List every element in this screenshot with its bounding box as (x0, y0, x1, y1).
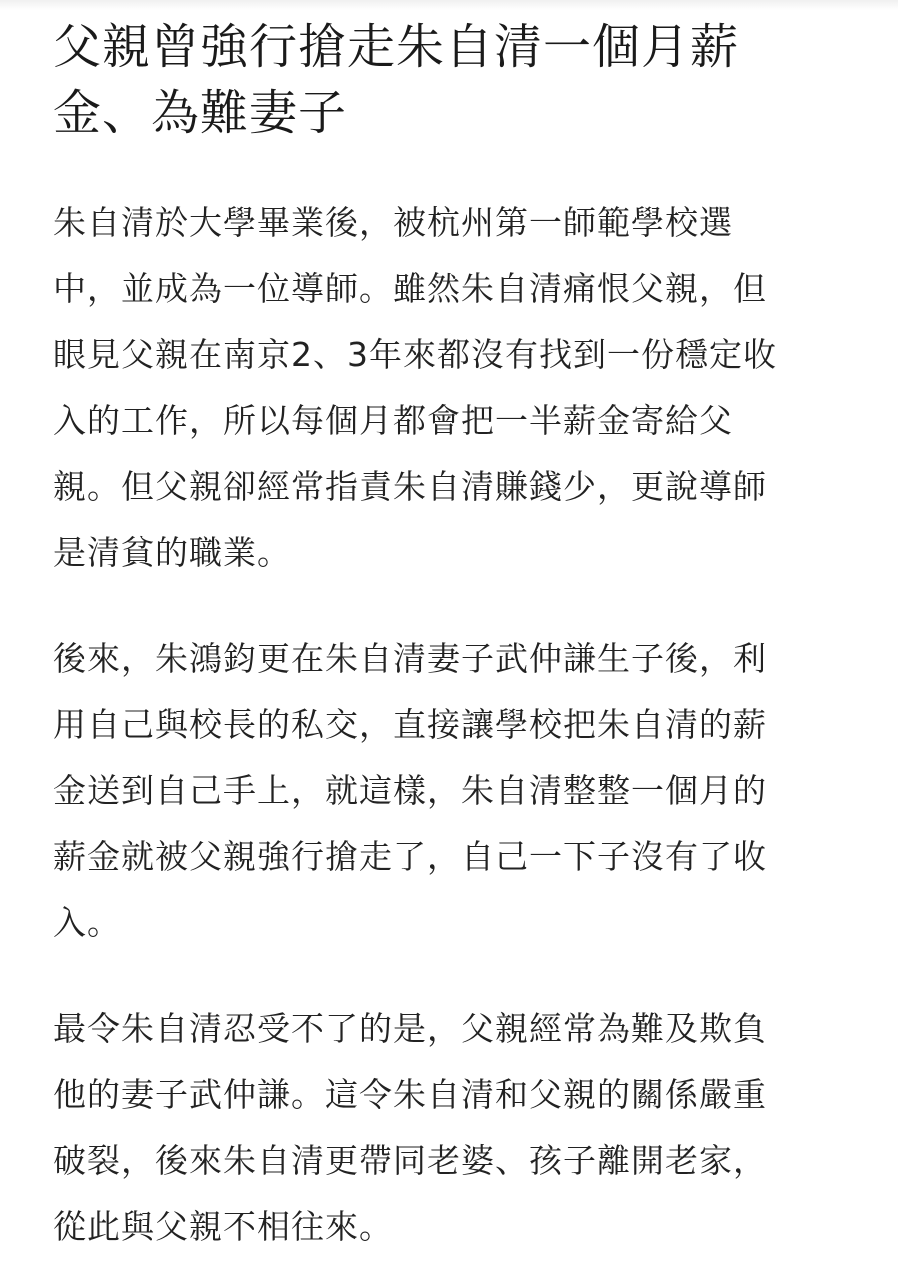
text-line: 金送到自己手上，就這樣，朱自清整整一個月的 (53, 771, 767, 810)
text-line: 入的工作，所以每個月都會把一半薪金寄給父 (53, 401, 733, 440)
text-line: 朱自清於大學畢業後，被杭州第一師範學校選 (53, 203, 733, 242)
article-title (53, 14, 853, 146)
title-line: 金、為難妻子 (53, 85, 348, 141)
text-line: 最令朱自清忍受不了的是，父親經常為難及欺負 (53, 1009, 767, 1048)
paragraph-2 (53, 626, 853, 956)
text-line: 中，並成為一位導師。雖然朱自清痛恨父親，但 (53, 269, 767, 308)
text-line: 眼見父親在南京2、3年來都沒有找到一份穩定收 (53, 335, 777, 374)
paragraph-1 (53, 190, 853, 586)
text-line: 薪金就被父親強行搶走了，自己一下子沒有了收 (53, 837, 767, 876)
text-line: 入。 (53, 903, 121, 942)
text-line: 破裂，後來朱自清更帶同老婆、孩子離開老家， (53, 1141, 767, 1180)
text-line: 是清貧的職業。 (53, 533, 291, 572)
article-body (53, 14, 853, 1260)
text-line: 後來，朱鴻鈞更在朱自清妻子武仲謙生子後，利 (53, 639, 767, 678)
title-line: 父親曾強行搶走朱自清一個月薪 (53, 19, 740, 75)
text-line: 他的妻子武仲謙。這令朱自清和父親的關係嚴重 (53, 1075, 767, 1114)
text-line: 用自己與校長的私交，直接讓學校把朱自清的薪 (53, 705, 767, 744)
top-edge-shadow (0, 0, 898, 10)
paragraph-3 (53, 996, 853, 1260)
text-line: 親。但父親卻經常指責朱自清賺錢少，更說導師 (53, 467, 767, 506)
text-line: 從此與父親不相往來。 (53, 1207, 393, 1246)
